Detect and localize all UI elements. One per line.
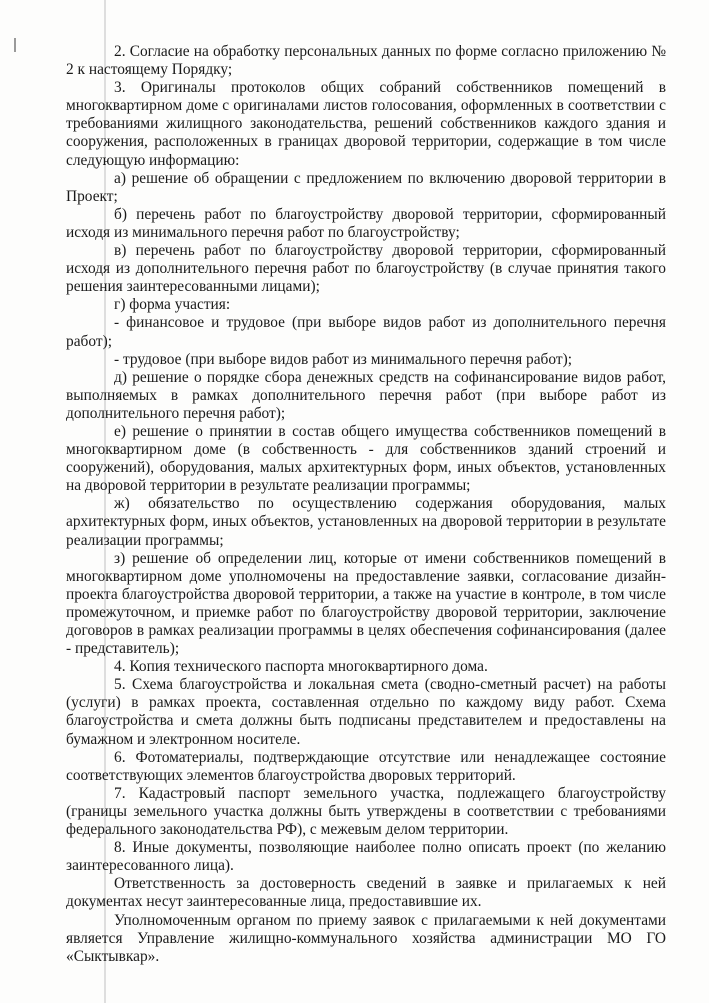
paragraph-item-v: в) перечень работ по благоустройству дворовой территории, сформированный исходя из дополнительного перечня работ по благоустройству (в случае принятия такого решения заинтересованными лицами); — [66, 242, 666, 296]
paragraph-item-z: з) решение об определении лиц, которые от имени собственников помещений в многоквартирном доме уполномочены на предоставление заявки, согласование дизайн-проекта благоустройства дворовой территории, а также на участие в контроле, в том числе промежуточном, и приемке работ по благоустройству дворовой территории, заключение договоров в рамках реализации программы в целях обеспечения софинансирования (далее - представитель); — [66, 549, 666, 658]
paragraph-item-zh: ж) обязательство по осуществлению содержания оборудования, малых архитектурных форм, иных объектов, установленных на дворовой территории в результате реализации программы; — [66, 495, 666, 549]
paragraph-scheme-estimate: 5. Схема благоустройства и локальная смета (сводно-сметный расчет) на работы (услуги) в рамках проекта, составленная отдельно по каждому виду работ. Схема благоустройства и смета должны быть подписаны представителем и предоставлены на бумажном и электронном носителе. — [66, 676, 666, 748]
paragraph-responsibility: Ответственность за достоверность сведений в заявке и прилагаемых к ней документах несут заинтересованные лица, предоставившие их. — [66, 875, 666, 911]
paragraph-item-b: б) перечень работ по благоустройству дворовой территории, сформированный исходя из минимального перечня работ по благоустройству; — [66, 205, 666, 241]
paragraph-cadastral: 7. Кадастровый паспорт земельного участка, подлежащего благоустройству (границы земельного участка должны быть утверждены в соответствии с требованиями федерального законодательства РФ), с межевым делом территории. — [66, 784, 666, 839]
document-body — [66, 43, 666, 966]
paragraph-item-a: а) решение об обращении с предложением по включению дворовой территории в Проект; — [66, 169, 666, 205]
paragraph-other-documents: 8. Иные документы, позволяющие наиболее полно описать проект (по желанию заинтересованного лица). — [66, 839, 666, 875]
paragraph-participation-labor: - трудовое (при выборе видов работ из минимального перечня работ); — [114, 350, 572, 368]
paragraph-item-d: д) решение о порядке сбора денежных средств на софинансирование видов работ, выполняемых в рамках дополнительного перечня работ (при выборе работ из дополнительного перечня работ); — [66, 368, 666, 422]
paragraph-consent: 2. Согласие на обработку персональных данных по форме согласно приложению № 2 к настоящему Порядку; — [66, 43, 666, 79]
scan-edge-mark — [14, 38, 16, 52]
paragraph-technical-passport: 4. Копия технического паспорта многоквартирного дома. — [114, 658, 488, 676]
paragraph-item-g: г) форма участия: — [114, 296, 231, 314]
paragraph-authorized-body: Уполномоченным органом по приему заявок с прилагаемыми к ней документами является Управление жилищно-коммунального хозяйства администрации МО ГО «Сыктывкар». — [66, 911, 666, 965]
paragraph-participation-financial: - финансовое и трудовое (при выборе видов работ из дополнительного перечня работ); — [66, 314, 666, 350]
paragraph-item-e: е) решение о принятии в состав общего имущества собственников помещений в многоквартирном доме (в собственность - для собственников зданий строений и сооружений), оборудования, малых архитектурных форм, иных объектов, установленных на дворовой территории в результате реализации программы; — [66, 422, 666, 495]
paragraph-photos: 6. Фотоматериалы, подтверждающие отсутствие или ненадлежащее состояние соответствующих элементов благоустройства дворовых территорий. — [66, 748, 666, 784]
paragraph-protocols: 3. Оригиналы протоколов общих собраний собственников помещений в многоквартирном доме с оригиналами листов голосования, оформленных в соответствии с требованиями жилищного законодательства, решений собственников каждого здания и сооружения, расположенных в границах дворовой территории, содержащие в том числе следующую информацию: — [66, 79, 666, 169]
